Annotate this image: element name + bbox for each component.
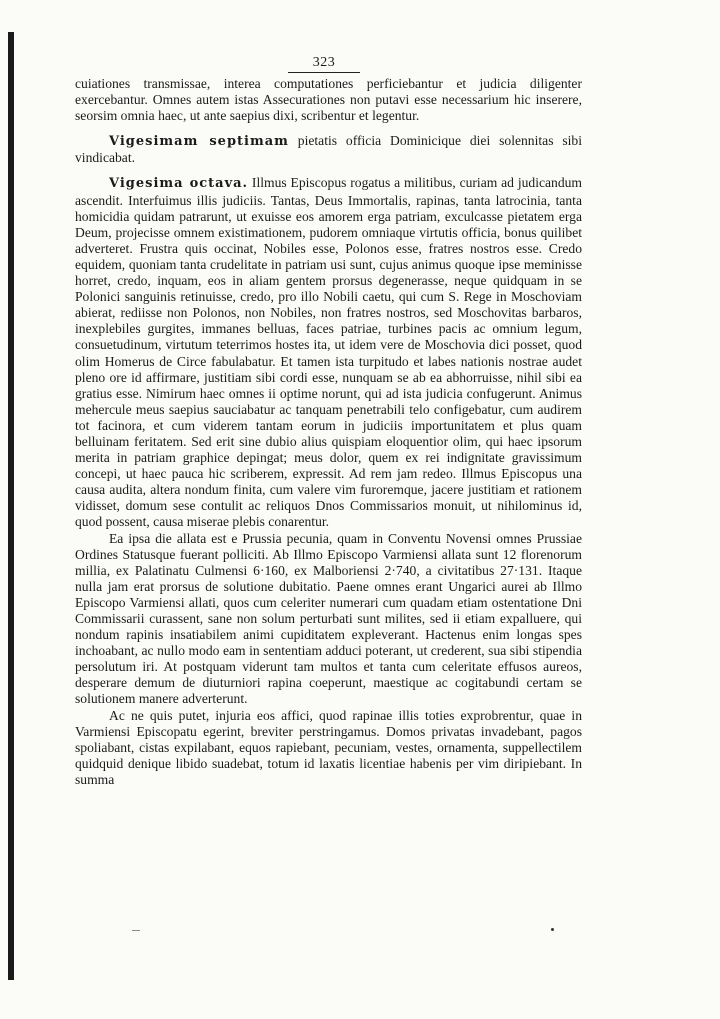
ink-dot xyxy=(551,928,554,931)
paragraph-day-27 xyxy=(75,133,582,166)
paragraph-prussia-money: Ea ipsa die allata est e Prussia pecunia, quam in Conventu Novensi omnes Prussiae Ordines Statusque fuerant polliciti. Ab Illmo Episcopo Varmiensi allata sunt 12 florenorum millia, ex Palatinatu Culmensi 6·160, ex Malboriensi 2·740, a civitatibus 27·131. Itaque nulla jam erat prorsus de solutione dubitatio. Paene omnes erant Ungarici aurei ab Illmo Episcopo Varmiensi allati, quos cum celeriter numerari cum quadam etiam ostentatione Dni Commissarii curassent, sane non solum perturbati sunt milites, sed ii etiam expalluere, qui nondum rapinis insatiabilem animi cupiditatem expleverant. Hactenus enim longas spes inchoabant, ac nullo modo eam in sententiam adduci poterant, ut crederent, sua sibi stipendia persolutum iri. At postquam viderunt tam multos et tanta cum celeritate effusos aureos, desperare demum de diuturniori rapina coeperunt, maestique ac cogitabundi certam se solutionem manere adverterunt. xyxy=(75,530,582,707)
paragraph-day-28-text: Illmus Episcopus rogatus a militibus, curiam ad judicandum ascendit. Interfuimus illis judiciis. Tantas, Deus Immortalis, rapinas, tanta latrocinia, tanta homicidia quidam patrarunt, ut exuisse eos amorem erga patriam, exculcasse pietatem erga Deum, projecisse omnem existimationem, pudorem omniaque virtutis officia, bonus quilibet adverteret. Frustra quis occinat, Nobiles esse, Polonos esse, fratres nostros esse. Credo equidem, quoniam tanta crudelitate in patriam usi sunt, cujus animus quoque ipse meminisse horret, credo, inquam, eos in aliam gentem prorsus degenerasse, neque quidquam in se Polonici sanguinis retinuisse, credo, pro illo Nobili caetu, qui cum S. Rege in Moschoviam abierat, rediisse non Polonos, non Nobiles, non fratres nostros, sed Moschovitas barbaros, inexplebiles gurgites, immanes belluas, faces patriae, turbines pacis ac omnium legum, consuetudinum, virtutum teterrimos hostes ita, ut idem vere de Moschovia dici posset, quod olim Homerus de Circe fabulabatur. Et tamen ista turpitudo et labes nationis nostrae audet pleno ore id affirmare, justitiam sibi cordi esse, nunquam se ab ea abhorruisse, nihil sibi ea gratius esse. Nimirum haec omnes ii optime norunt, qui ad ista judicia confugerunt. Animus mehercule meus saepius sauciabatur ac tanquam penetrabili telo configebatur, cum audirem tot facinora, et cum viderem tantam eorum in judiciis importunitatem et plus quam belluinam feritatem. Sed erit sine dubio alius quispiam eloquentior olim, qui haec ipsorum merita in patriam graphice depingat; meus dolor, quem ex rei indignitate gravissimum concepi, ut haec pauca hic scriberem, expressit. Ad rem jam redeo. Illmus Episcopus una causa audita, altera nondum finita, cum valere vim furoremque, jacere justitiam et rationem vidisset, domum sese contulit ac reliquos Dnos Commissarios monuit, ut nihilominus id, quod possent, causa miserae plebis conarentur. xyxy=(75,175,583,530)
paragraph-day-28 xyxy=(75,175,582,530)
text-column xyxy=(75,76,582,788)
binding-edge xyxy=(8,32,14,980)
page-number: 323 xyxy=(288,55,360,73)
paragraph-assecurationes: cuiationes transmissae, interea computationes perficiebantur et judicia diligenter exercebantur. Omnes autem istas Assecurationes non putavi esse necessarium hic inserere, seorsim omnia haec, ut ante saepius dixi, scribentur et legentur. xyxy=(75,76,582,124)
day-heading-27: Vigesimam septimam xyxy=(109,134,289,150)
day-heading-28: Vigesima octava. xyxy=(109,176,249,192)
paragraph-rapinae: Ac ne quis putet, injuria eos affici, quod rapinae illis toties exprobrentur, quae in Varmiensi Episcopatu egerint, breviter perstringamus. Domos privatas invadebant, pagos spoliabant, cistas expilabant, equos rapiebant, pecuniam, vestes, ornamenta, suppellectilem quidquid denique libido suadebat, totum id laxatis licentiae habenis per vim diripiebant. In summa xyxy=(75,707,582,787)
paragraph-day-27-text: pietatis officia Dominicique diei solennitas sibi vindicabat. xyxy=(75,133,582,166)
ink-mark xyxy=(132,930,140,931)
